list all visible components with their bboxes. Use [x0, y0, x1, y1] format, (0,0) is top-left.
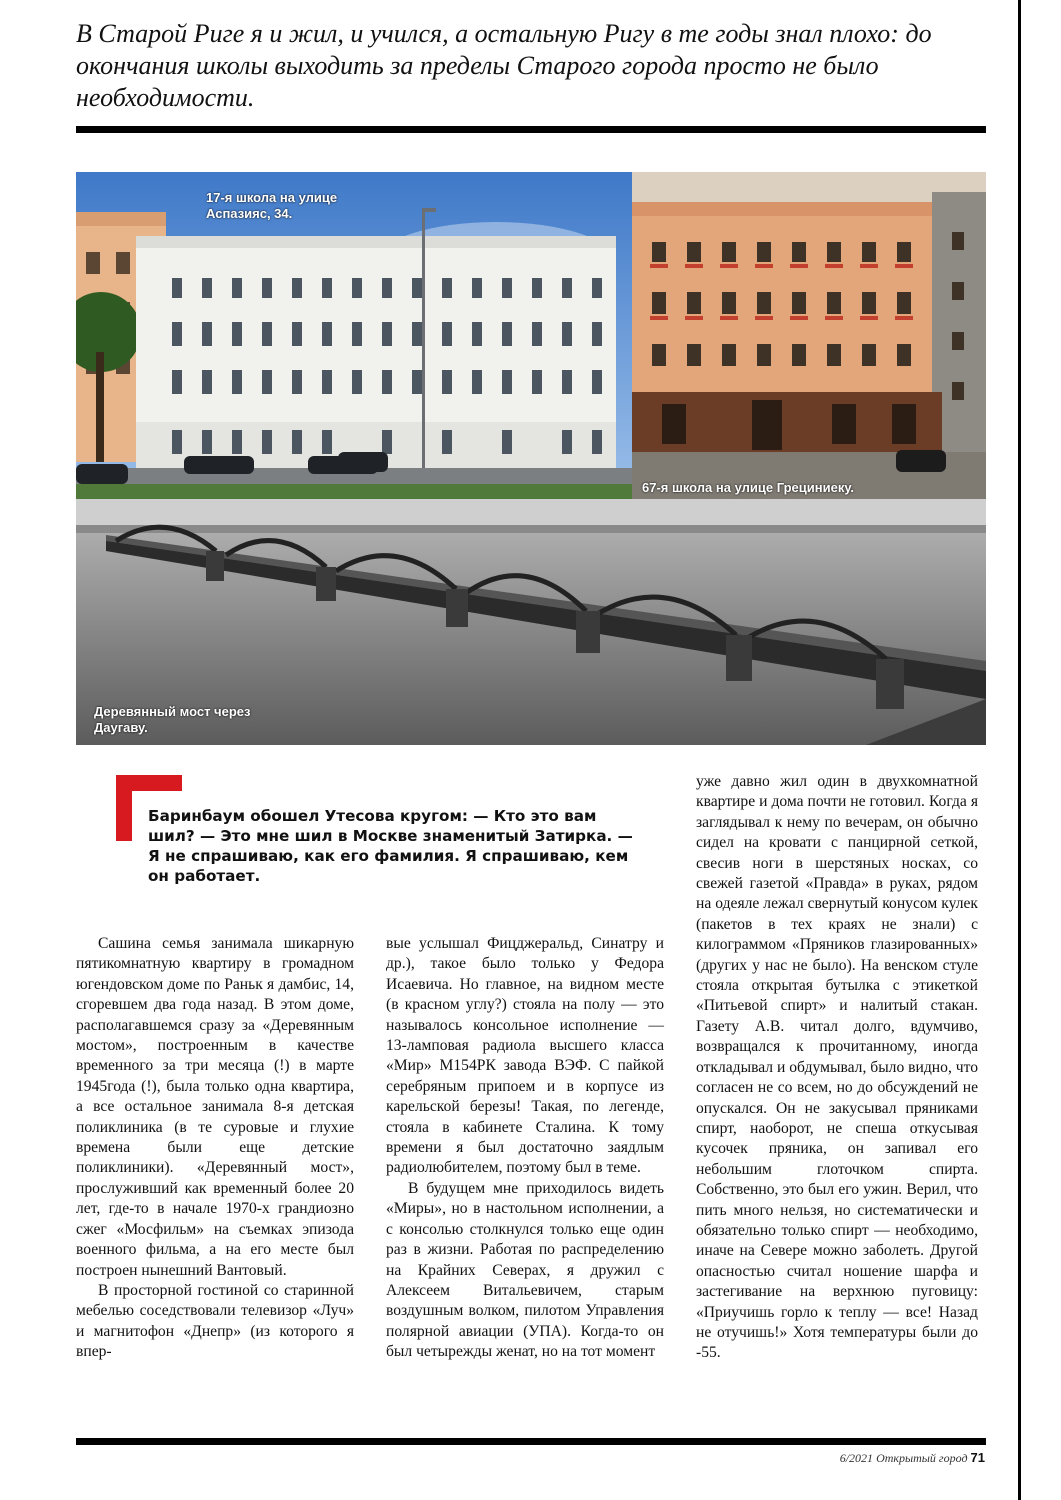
footer-magazine: Открытый город [876, 1451, 968, 1465]
intro-quote: В Старой Риге я и жил, и учился, а остальную Ригу в те годы знал плохо: до окончания школы выходить за пределы Старого города просто не было необходимости. [76, 19, 932, 112]
caption-school-17: 17-я школа на улице Аспазияс, 34. [206, 190, 338, 221]
column-1 [76, 934, 354, 1363]
top-rule [76, 126, 986, 133]
footer-issue: 6/2021 [839, 1451, 874, 1465]
photo-school-17 [76, 172, 632, 499]
school-67-illustration [632, 172, 986, 499]
column-2 [386, 934, 664, 1363]
pullquote: Баринбаум обошел Утесова кругом: — Кто это вам шил? — Это мне шил в Москве знаменитый Затирка. — Я не спрашиваю, как его фамилия. Я спрашиваю, кем он работает. [148, 807, 633, 885]
col1-paragraph-1: Сашина семья занимала шикарную пятикомнатную квартиру в громадном югендовском доме по Раньк я дамбис, 14, сгоревшем два года назад. В этом доме, располагавшемся сразу за «Деревянным мостом», построенным в качестве временного за три месяца (!) в марте 1945года (!), была только одна квартира, а все остальное занимала 8-я детская поликлиника (в те суровые и глухие времена были еще детские поликлиники). «Деревянный мост», прослуживший как временный более 20 лет, где-то в начале 1970-х грандиозно сжег «Мосфильм» на съемках эпизода военного фильма, а на его месте был построен нынешний Вантовый. [76, 935, 354, 1279]
pullquote-bracket-side [116, 775, 132, 841]
page-footer [840, 1450, 985, 1466]
photo-school-67 [632, 172, 986, 499]
caption-school-67: 67-я школа на улице Грециниеку. [642, 480, 855, 495]
column-3 [696, 772, 978, 1364]
page-number: 71 [970, 1450, 985, 1465]
bottom-rule [76, 1438, 986, 1445]
photo-wooden-bridge [76, 499, 986, 745]
col3-paragraph-1: уже давно жил один в двухкомнатной квартире и дома почти не готовил. Когда я заглядывал к нему по вечерам, он обычно сидел на кровати с панцирной сеткой, свесив ноги в шерстяных носках, со свежей газетой «Правда» в руках, рядом на одеяле лежал свернутый конусом кулек (пакетов в тех краях не знали) с килограммом «Пряников глазированных» (других у нас не было). На венском стуле стояла открытая бутылка с этикеткой «Питьевой спирт» и налитый стакан. Газету А.В. читал долго, вдумчиво, возвращался к прочитанному, иногда откладывал и обдумывал, было видно, что согласен не со всем, но до обсуждений не опускался. Он не закусывал пряниками спирт, наоборот, не спеша откусывая кусочек пряника, он запивал его небольшим глоточком спирта. Собственно, это был его ужин. Верил, что пить много нельзя, но систематически и обязательно только спирт — необходимо, иначе на Севере можно заболеть. Другой опасностью считал ношение шарфа и застегивание на верхнюю пуговицу: «Приучишь горло к теплу — все! Назад не отучишь!» Хотя температуры были до -55. [696, 773, 978, 1362]
col2-paragraph-2: В будущем мне приходилось видеть «Миры», но в настольном исполнении, а с консолью столкнулся только еще один раз в жизни. Работая по распределению на Крайних Северах, я дружил с Алексеем Витальевичем, старым воздушным волком, пилотом Управления полярной авиации (УПА). Когда-то он был четырежды женат, но на тот момент [386, 1179, 664, 1361]
col2-paragraph-1: вые услышал Фицджеральд, Синатру и др.), такое было только у Федора Исаевича. Но главное, на видном месте (в красном углу?) стояла на полу — это называлось консольное исполнение — 13-ламповая радиола высшего класса «Мир» М154РК завода ВЭФ. С пайкой серебряным припоем и в корпусе из карельской березы! Такая, по легенде, стояла в кабинете Сталина. К тому времени я был достаточно заядлым радиолюбителем, поэтому был в теме. [386, 935, 664, 1177]
col1-paragraph-2: В просторной гостиной со старинной мебелью соседствовали телевизор «Луч» и магнитофон «Днепр» (из которого я впер- [76, 1281, 354, 1361]
page-edge-rule [1018, 0, 1021, 1500]
caption-wooden-bridge: Деревянный мост через Даугаву. [94, 704, 251, 735]
